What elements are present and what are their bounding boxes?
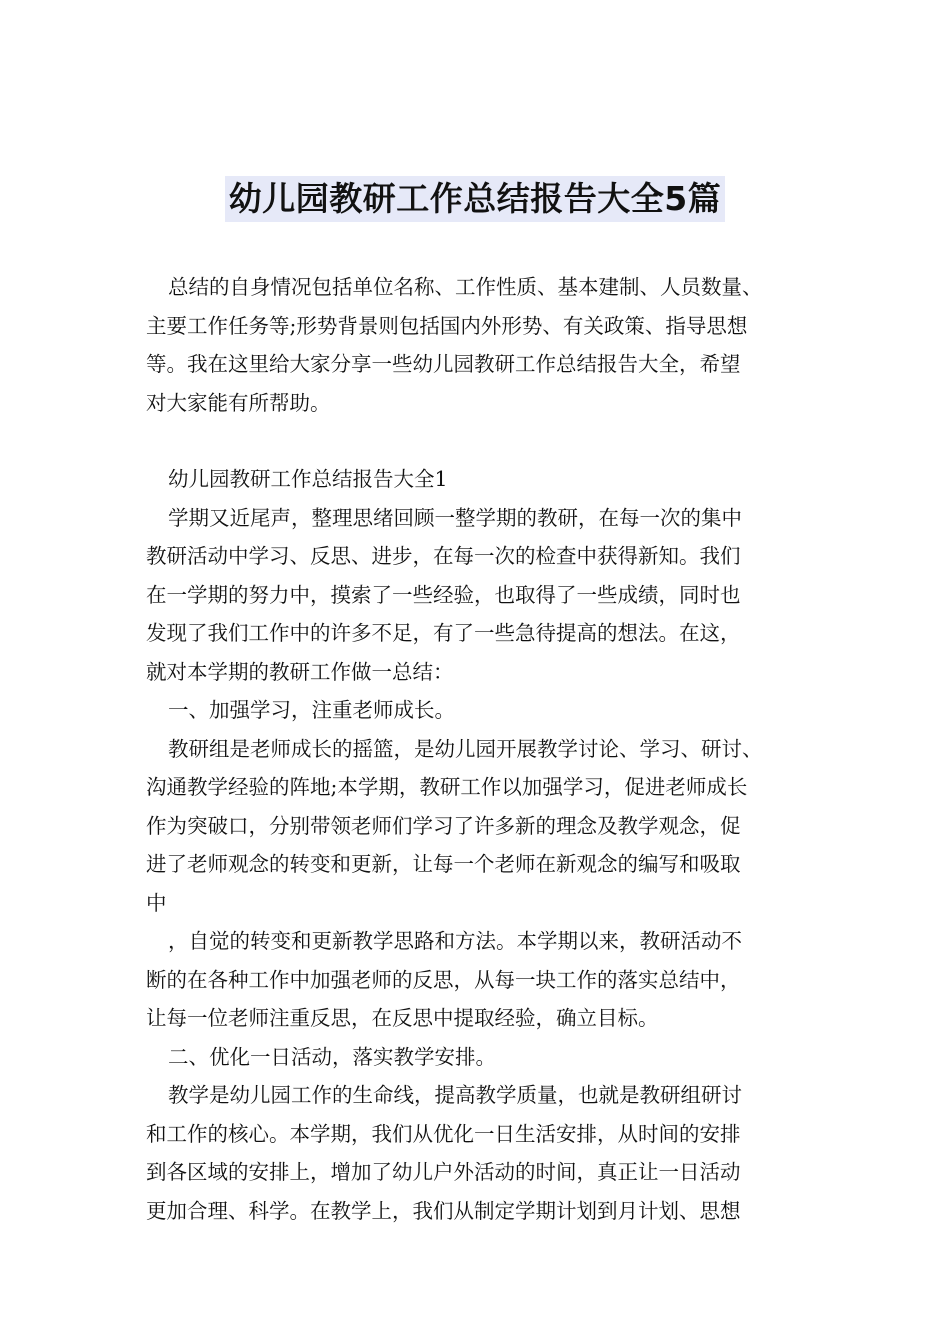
paragraph-line: 学期又近尾声，整理思绪回顾一整学期的教研，在每一次的集中 [168,505,742,530]
paragraph-line: ，自觉的转变和更新教学思路和方法。本学期以来，教研活动不 [168,929,742,953]
paragraph-spacer [146,422,826,460]
paragraph-line: 就对本学期的教研工作做一总结： [146,659,454,684]
paragraph-line: 作为突破口，分别带领老师们学习了许多新的理念及教学观念，促 [146,813,741,838]
paragraph-line: 教研活动中学习、反思、进步，在每一次的检查中获得新知。我们 [146,544,741,568]
section-heading: 幼儿园教研工作总结报告大全1 [168,467,448,491]
title-container [0,176,950,222]
subheading-1: 一、加强学习，注重老师成长。 [168,698,455,722]
paragraph-line: 中 [146,890,167,915]
paragraph-line: 到各区域的安排上，增加了幼儿户外活动的时间，真正让一日活动 [146,1160,741,1184]
paragraph-line: 更加合理、科学。在教学上，我们从制定学期计划到月计划、思想 [146,1198,741,1223]
document-body [146,268,826,1230]
paragraph-line: 发现了我们工作中的许多不足，有了一些急待提高的想法。在这， [146,621,741,645]
paragraph-line: 进了老师观念的转变和更新，让每一个老师在新观念的编写和吸取 [146,852,741,876]
paragraph-line: 断的在各种工作中加强老师的反思，从每一块工作的落实总结中， [146,967,741,992]
paragraph-line: 在一学期的努力中，摸索了一些经验，也取得了一些成绩，同时也 [146,582,741,607]
paragraph-line: 让每一位老师注重反思，在反思中提取经验，确立目标。 [146,1006,659,1030]
intro-line: 对大家能有所帮助。 [146,390,331,415]
paragraph-line: 和工作的核心。本学期，我们从优化一日生活安排，从时间的安排 [146,1121,741,1146]
intro-line: 总结的自身情况包括单位名称、工作性质、基本建制、人员数量、 [168,275,763,299]
paragraph-line: 教学是幼儿园工作的生命线，提高教学质量，也就是教研组研讨 [168,1083,742,1107]
subheading-2: 二、优化一日活动，落实教学安排。 [168,1044,496,1069]
intro-line: 主要工作任务等;形势背景则包括国内外形势、有关政策、指导思想 [146,313,748,338]
paragraph-line: 沟通教学经验的阵地;本学期，教研工作以加强学习，促进老师成长 [146,775,748,799]
document-title: 幼儿园教研工作总结报告大全5篇 [225,176,725,222]
paragraph-line: 教研组是老师成长的摇篮，是幼儿园开展教学讨论、学习、研讨、 [168,736,763,761]
intro-line: 等。我在这里给大家分享一些幼儿园教研工作总结报告大全，希望 [146,352,741,376]
